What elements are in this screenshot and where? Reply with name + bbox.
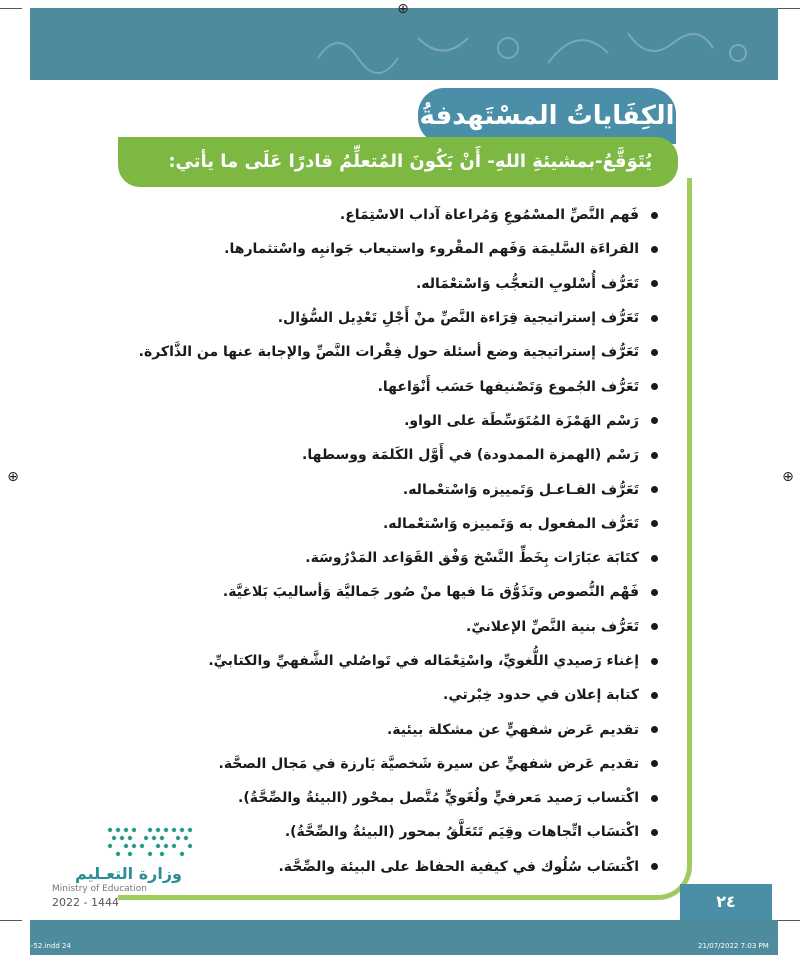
list-item-text: تَعَرُّف أُسْلوبِ التعجُّب وَاسْتعْمَاله. xyxy=(415,275,639,292)
list-item-text: تقديم عَرض شفهيٍّ عن سيرة شَخصيَّة بَارزة في مَجال الصحَّة. xyxy=(218,755,639,772)
list-item xyxy=(138,541,658,575)
list-item-text: رَسْم الهَمْزَة المُتَوَسِّطَة على الواو. xyxy=(404,412,639,429)
registration-mark-left: ⊕ xyxy=(7,469,19,485)
list-item xyxy=(138,267,658,301)
header-band xyxy=(30,8,778,80)
bullet-icon xyxy=(651,589,658,596)
bullet-icon xyxy=(651,795,658,802)
list-item-text: إغناء رَصيدي اللُّغويِّ، واسْتِعْمَاله في تَواصُلي الشَّفهيِّ والكتابيِّ. xyxy=(208,653,639,669)
list-item xyxy=(138,781,658,815)
list-item-text: تقديم عَرض شفهيٍّ عن مشكلة بيئية. xyxy=(386,721,639,738)
list-item-text: فَهم النَّصِّ المسْمُوعِ وَمُراعاة آداب الاسْتِمَاع. xyxy=(339,207,639,224)
bullet-icon xyxy=(651,246,658,253)
crop-mark xyxy=(778,8,800,9)
bullet-icon xyxy=(651,863,658,870)
ministry-name-arabic: وزارة التعـليم xyxy=(75,864,182,883)
section-title: الكِفَاياتُ المسْتَهدفةُ xyxy=(418,88,676,144)
list-item-text: تَعَرُّف المفعول به وَتَمييزه وَاسْتعْماله. xyxy=(382,515,639,532)
list-item-text: تَعَرُّف الفـاعـل وَتَمييزه وَاسْتعْماله. xyxy=(402,481,639,498)
crop-mark xyxy=(778,920,800,921)
bullet-icon xyxy=(651,829,658,836)
bullet-icon xyxy=(651,452,658,459)
list-item xyxy=(138,815,658,849)
list-item xyxy=(138,575,658,609)
list-item-text: كتابة إعلان في حدود خِبْرتي. xyxy=(443,687,639,704)
competencies-list xyxy=(138,198,658,884)
file-slug: 23-52.indd 24 xyxy=(22,942,71,950)
list-item xyxy=(138,301,658,335)
list-item-text: رَسْم (الهمزة الممدودة) في أَوَّل الكَلمَة ووسطها. xyxy=(302,447,639,464)
list-item xyxy=(138,644,658,678)
footer-band xyxy=(30,920,778,955)
ministry-name-english: Ministry of Education xyxy=(52,884,147,894)
registration-mark-top: ⊕ xyxy=(397,1,409,17)
list-item xyxy=(138,232,658,266)
list-item xyxy=(138,610,658,644)
list-item xyxy=(138,747,658,781)
bullet-icon xyxy=(651,280,658,287)
list-item xyxy=(138,678,658,712)
list-item-text: اكْتسَاب اتِّجاهات وقِيَم تَتَعَلَّقُ بمحور (البيئةُ والصِّحَّةُ). xyxy=(284,824,639,841)
list-item xyxy=(138,335,658,369)
bullet-icon xyxy=(651,212,658,219)
registration-mark-right: ⊕ xyxy=(782,469,794,485)
list-item-text: اكْتسَاب سُلُوك في كيفية الحفاظ على البيئة والصِّحَّة. xyxy=(278,858,639,875)
bullet-icon xyxy=(651,520,658,527)
list-item xyxy=(138,712,658,746)
list-item-text: تَعَرُّف إستراتيجية وضع أسئلة حول فِقْرات النَّصِّ والإجابة عنها من الذَّاكرة. xyxy=(138,344,639,361)
list-item-text: اكْتساب رَصيد مَعرفيٍّ ولُغَويٍّ مُتَّصل بمحْور (البيئةُ والصِّحَّةُ). xyxy=(238,790,639,807)
list-item xyxy=(138,472,658,506)
print-timestamp: 21/07/2022 7:03 PM xyxy=(698,942,769,950)
bullet-icon xyxy=(651,315,658,322)
list-item-text: تَعَرُّف إستراتيجية قِرَاءة النَّصِّ منْ أَجْلِ تَعْدِيل السُّؤال. xyxy=(277,310,639,327)
list-item-text: كتَابَة عبَارَات بِخَطِّ النَّسْخ وَفْق القَوَاعد المَدْرُوسَة. xyxy=(305,550,639,567)
list-item-text: القراءَة السَّليمَة وَفَهم المقْروء واستيعاب جَوانبِه واسْتثمارها. xyxy=(224,241,639,258)
list-item xyxy=(138,507,658,541)
edition-year: 2022 - 1444 xyxy=(52,896,119,909)
bullet-icon xyxy=(651,692,658,699)
bullet-icon xyxy=(651,658,658,665)
bullet-icon xyxy=(651,383,658,390)
bullet-icon xyxy=(651,623,658,630)
list-item-text: تَعَرُّف بنية النَّصِّ الإعلانيّ. xyxy=(466,618,639,635)
section-subtitle: يُتَوَقَّعُ-بمشيئةِ اللهِ- أَنْ يَكُونَ المُتعلِّمُ قادرًا عَلَى ما يأتي: xyxy=(118,137,678,187)
list-item xyxy=(138,198,658,232)
calligraphy-pattern xyxy=(298,8,778,80)
bullet-icon xyxy=(651,349,658,356)
list-item xyxy=(138,850,658,884)
list-item-text: فَهْم النُّصوص وتَذَوُّق مَا فيها منْ صُور جَماليَّة وَأساليبَ بَلاغيَّة. xyxy=(222,584,639,601)
bullet-icon xyxy=(651,417,658,424)
bullet-icon xyxy=(651,760,658,767)
page-number: ٢٤ xyxy=(680,884,772,920)
bullet-icon xyxy=(651,555,658,562)
crop-mark xyxy=(0,920,22,921)
ministry-logo-icon xyxy=(104,824,196,858)
ministry-logo xyxy=(52,824,202,910)
list-item xyxy=(138,404,658,438)
bullet-icon xyxy=(651,486,658,493)
list-item-text: تَعَرُّف الجُموع وَتَصْنيفها حَسَب أَنْوَاعها. xyxy=(377,378,639,395)
list-item xyxy=(138,438,658,472)
bullet-icon xyxy=(651,726,658,733)
crop-mark xyxy=(0,8,22,9)
list-item xyxy=(138,369,658,403)
